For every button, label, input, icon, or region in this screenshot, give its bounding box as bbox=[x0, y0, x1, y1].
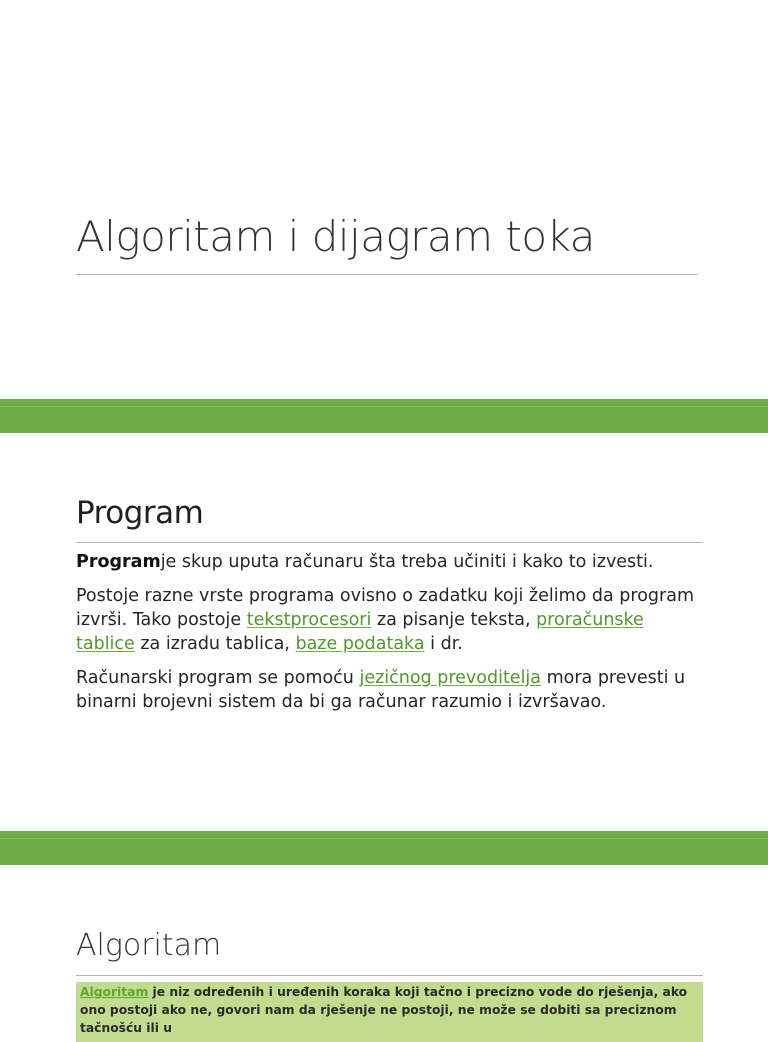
link-jezicnog-prevoditelja[interactable]: jezičnog prevoditelja bbox=[359, 668, 542, 688]
slide-body bbox=[76, 550, 706, 724]
bold-term: Program bbox=[76, 552, 161, 572]
heading-divider bbox=[76, 975, 703, 976]
paragraph-text: za pisanje teksta, bbox=[371, 610, 537, 630]
title-divider bbox=[76, 274, 698, 275]
slide-heading-algoritam: Algoritam bbox=[76, 928, 222, 963]
link-tekstprocesori[interactable]: tekstprocesori bbox=[246, 610, 372, 630]
link-proracunske-tablice[interactable]: proračunske tablice bbox=[76, 610, 644, 654]
title-slide bbox=[0, 0, 768, 399]
link-baze-podataka[interactable]: baze podataka bbox=[295, 634, 425, 654]
paragraph-text: je skup uputa računaru šta treba učiniti i kako to izvesti. bbox=[160, 552, 654, 572]
paragraph-text: za izradu tablica, bbox=[134, 634, 296, 654]
paragraph-definition bbox=[76, 550, 706, 574]
paragraph-text: Računarski program se pomoću bbox=[76, 668, 360, 688]
slide-separator-band bbox=[0, 399, 768, 433]
link-algoritam[interactable]: Algoritam bbox=[80, 985, 149, 999]
program-slide bbox=[0, 433, 768, 831]
paragraph-compiler bbox=[76, 666, 706, 714]
paragraph-text: mora prevesti u binarni brojevni sistem da bi ga računar razumio i izvršavao. bbox=[76, 668, 686, 712]
slide-separator-band bbox=[0, 831, 768, 865]
paragraph-text: Postoje razne vrste programa ovisno o zadatku koji želimo da program izvrši. Tako postoje bbox=[76, 586, 695, 630]
algoritam-slide bbox=[0, 865, 768, 1035]
paragraph-text: i dr. bbox=[424, 634, 463, 654]
slide-title: Algoritam i dijagram toka bbox=[76, 212, 595, 261]
definition-text: je niz određenih i uređenih koraka koji tačno i precizno vode do rješenja, ako ono postoji ako ne, govori nam da rješenje ne postoji, ne može se dobiti sa preciznom tačnošću ili u bbox=[80, 985, 688, 1035]
heading-divider bbox=[76, 542, 703, 543]
definition-box bbox=[76, 982, 703, 1042]
slide-heading-program: Program bbox=[76, 495, 204, 531]
paragraph-types bbox=[76, 584, 706, 656]
